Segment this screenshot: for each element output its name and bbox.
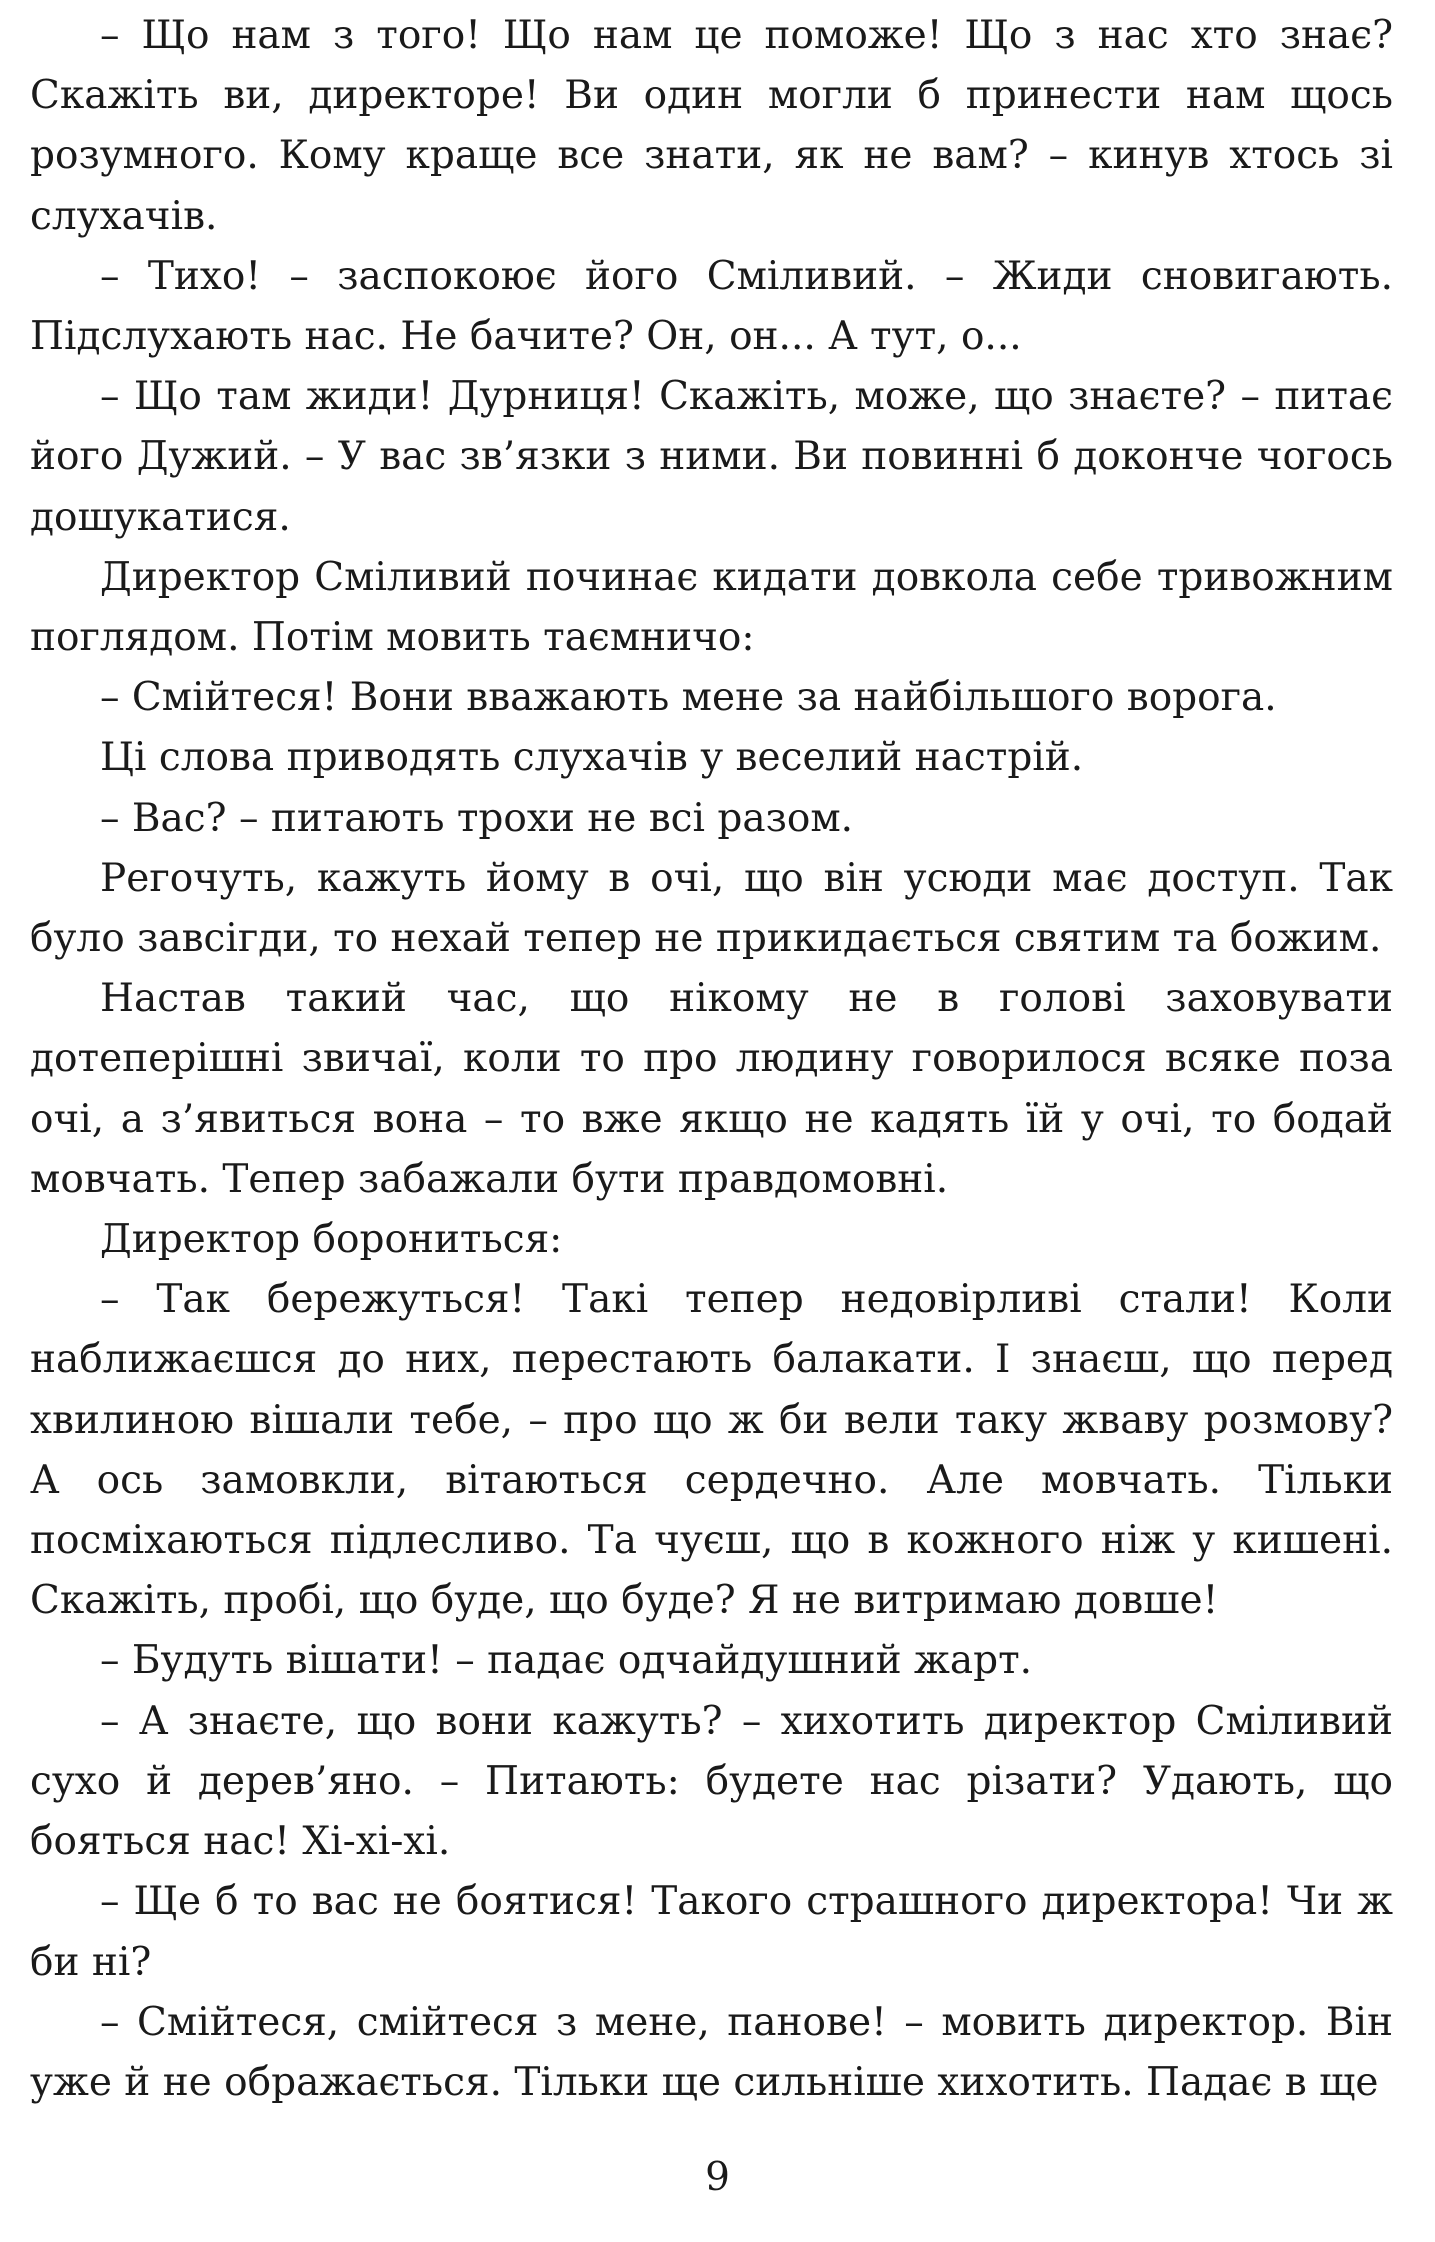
paragraph: – Смійтеся, смійтеся з мене, панове! – мовить директор. Він уже й не ображається. Тільки ще сильніше хихотить. Падає в ще <box>30 1999 1393 2105</box>
paragraph: – Що там жиди! Дурниця! Скажіть, може, що знаєте? – питає його Дужий. – У вас зв’язки з ними. Ви повинні б доконче чогось дошукатися. <box>30 374 1393 540</box>
page-number: 9 <box>705 2155 730 2200</box>
paragraph: – Вас? – питають трохи не всі разом. <box>100 795 854 841</box>
paragraph: – Ще б то вас не боятися! Такого страшного директора! Чи ж би ні? <box>30 1879 1393 1985</box>
paragraph: – Будуть вішати! – падає одчайдушний жарт. <box>100 1638 1033 1684</box>
paragraph: Директор борониться: <box>100 1217 563 1263</box>
paragraph: Настав такий час, що нікому не в голові заховувати дотеперішні звичаї, коли то про людину говорилося всяке поза очі, а з’явиться вона – то вже якщо не кадять їй у очі, то бодай мовчать. Тепер забажали бути правдомовні. <box>30 976 1393 1202</box>
page-text <box>30 6 1393 2113</box>
paragraph: Директор Сміливий починає кидати довкола себе тривожним поглядом. Потім мовить таємничо: <box>30 554 1393 661</box>
paragraph: – Що нам з того! Що нам це поможе! Що з нас хто знає? Скажіть ви, директоре! Ви один могли б принести нам щось розумного. Кому краще все знати, як не вам? – кинув хтось зі слухачів. <box>30 13 1393 239</box>
paragraph: – Тихо! – заспокоює його Сміливий. – Жиди сновигають. Підслухають нас. Не бачите? Он, он... А тут, о... <box>30 253 1393 360</box>
paragraph: Ці слова приводять слухачів у веселий настрій. <box>100 735 1084 781</box>
paragraph: – А знаєте, що вони кажуть? – хихотить директор Сміливий сухо й дерев’яно. – Питають: будете нас різати? Удають, що бояться нас! Хі-хі-хі. <box>30 1698 1393 1865</box>
paragraph: Регочуть, кажуть йому в очі, що він усюди має доступ. Так було завсігди, то нехай тепер не прикидається святим та божим. <box>30 855 1393 962</box>
paragraph: – Смійтеся! Вони вважають мене за найбільшого ворога. <box>100 675 1277 721</box>
paragraph: – Так бережуться! Такі тепер недовірливі стали! Коли наближаєшся до них, перестають балакати. І знаєш, що перед хвилиною вішали тебе, – про що ж би вели таку жваву розмову? А ось замовкли, вітаються сердечно. Але мовчать. Тільки посміхаються підлесливо. Та чуєш, що в кожного ніж у кишені. Скажіть, пробі, що буде, що буде? Я не витримаю довше! <box>30 1277 1393 1624</box>
